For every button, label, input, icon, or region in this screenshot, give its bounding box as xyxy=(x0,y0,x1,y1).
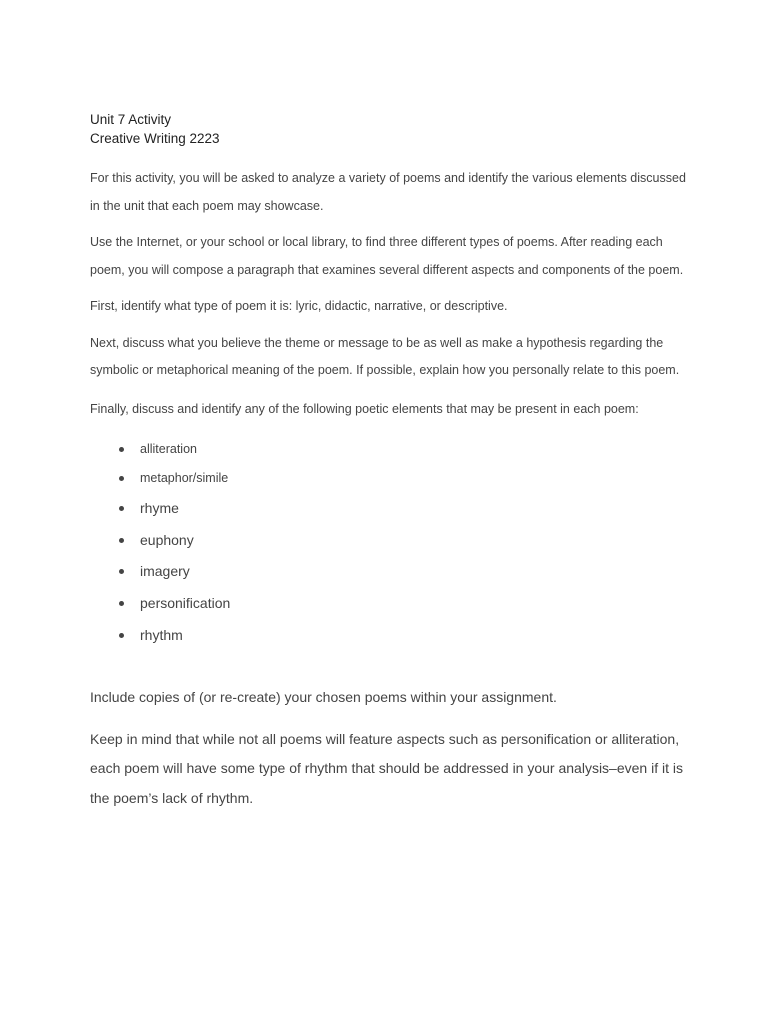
list-item-label: imagery xyxy=(140,563,190,580)
keep-in-mind-paragraph: Keep in mind that while not all poems will feature aspects such as personification or alliteration, each poem will have some type of rhythm that should be addressed in your analysis–even if it is the poem’s lack of rhythm. xyxy=(90,730,683,806)
include-paragraph: Include copies of (or re-create) your chosen poems within your assignment. xyxy=(90,689,557,706)
bullet-icon xyxy=(119,569,124,574)
list-item-label: rhyme xyxy=(140,500,179,516)
bullet-icon xyxy=(119,476,124,481)
list-item-label: alliteration xyxy=(140,442,197,456)
next-step-paragraph: Next, discuss what you believe the theme or message to be as well as make a hypothesis regarding the symbolic or metaphorical meaning of the poem. If possible, explain how you personally relate to this poem. xyxy=(90,335,680,377)
poetic-elements-list xyxy=(90,435,690,651)
list-item xyxy=(90,464,690,493)
bullet-icon xyxy=(119,601,124,606)
list-item xyxy=(90,620,690,652)
list-item-label: rhythm xyxy=(140,626,183,643)
intro-paragraph: For this activity, you will be asked to analyze a variety of poems and identify the various elements discussed in the unit that each poem may showcase. xyxy=(90,171,686,213)
list-item-label: personification xyxy=(140,595,231,612)
list-item xyxy=(90,588,690,620)
bullet-icon xyxy=(119,538,124,543)
document-page xyxy=(90,110,690,813)
bullet-icon xyxy=(119,506,124,511)
instructions-paragraph: Use the Internet, or your school or local library, to find three different types of poems. After reading each poem, you will compose a paragraph that examines several different aspects and components of the poem. xyxy=(90,235,684,277)
list-item xyxy=(90,525,690,557)
course-name: Creative Writing 2223 xyxy=(90,131,220,146)
list-item xyxy=(90,493,690,525)
list-item xyxy=(90,435,690,464)
bullet-icon xyxy=(119,633,124,638)
list-item-label: metaphor/simile xyxy=(140,471,229,485)
bullet-icon xyxy=(119,447,124,452)
document-title: Unit 7 Activity xyxy=(90,112,172,127)
list-item-label: euphony xyxy=(140,531,194,548)
finally-step-paragraph: Finally, discuss and identify any of the following poetic elements that may be present in each poem: xyxy=(90,401,639,416)
list-item xyxy=(90,556,690,588)
first-step-paragraph: First, identify what type of poem it is: lyric, didactic, narrative, or descriptive. xyxy=(90,299,508,313)
